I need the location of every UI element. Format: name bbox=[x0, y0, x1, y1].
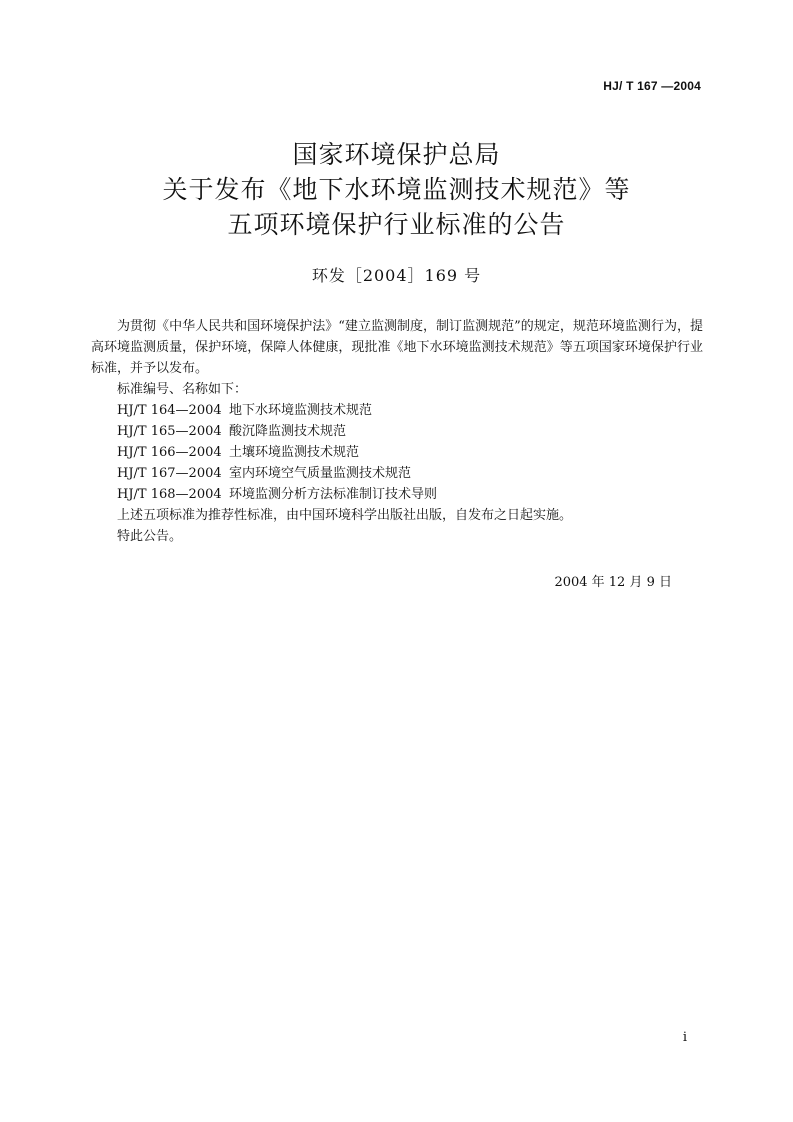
document-number: 环发［2004］169 号 bbox=[311, 266, 482, 285]
standard-name: 酸沉降监测技术规范 bbox=[229, 424, 347, 439]
standards-list bbox=[91, 400, 703, 505]
standard-code-header: HJ/ T 167 —2004 bbox=[603, 79, 701, 93]
standard-code: HJ/T 165—2004 bbox=[117, 424, 222, 439]
title-line-2: 关于发布《地下水环境监测技术规范》等 bbox=[162, 175, 631, 204]
notice-line: 特此公告。 bbox=[117, 529, 183, 544]
standard-code: HJ/T 166—2004 bbox=[117, 445, 222, 460]
document-title bbox=[0, 137, 793, 242]
title-line-1: 国家环境保护总局 bbox=[292, 140, 501, 169]
standard-code: HJ/T 168—2004 bbox=[117, 487, 222, 502]
standard-name: 室内环境空气质量监测技术规范 bbox=[229, 466, 412, 481]
document-body bbox=[91, 316, 703, 547]
standard-code: HJ/T 167—2004 bbox=[117, 466, 222, 481]
list-item bbox=[91, 484, 703, 505]
intro-paragraph: 为贯彻《中华人民共和国环境保护法》“建立监测制度，制订监测规范”的规定，规范环境监测行为，提高环境监测质量，保护环境，保障人体健康，现批准《地下水环境监测技术规范》等五项国家环境保护行业标准，并予以发布。 bbox=[91, 319, 703, 376]
issue-date: 2004 年 12 月 9 日 bbox=[554, 575, 672, 590]
list-item bbox=[91, 442, 703, 463]
standards-list-heading: 标准编号、名称如下： bbox=[117, 382, 248, 397]
closing-paragraph: 上述五项标准为推荐性标准，由中国环境科学出版社出版，自发布之日起实施。 bbox=[117, 508, 573, 523]
list-item bbox=[91, 421, 703, 442]
standard-name: 环境监测分析方法标准制订技术导则 bbox=[229, 487, 438, 502]
list-item bbox=[91, 463, 703, 484]
standard-name: 土壤环境监测技术规范 bbox=[229, 445, 360, 460]
list-item bbox=[91, 400, 703, 421]
page-number: i bbox=[682, 1030, 687, 1045]
standard-code: HJ/T 164—2004 bbox=[117, 403, 222, 418]
standard-name: 地下水环境监测技术规范 bbox=[229, 403, 373, 418]
title-line-3: 五项环境保护行业标准的公告 bbox=[227, 210, 566, 239]
